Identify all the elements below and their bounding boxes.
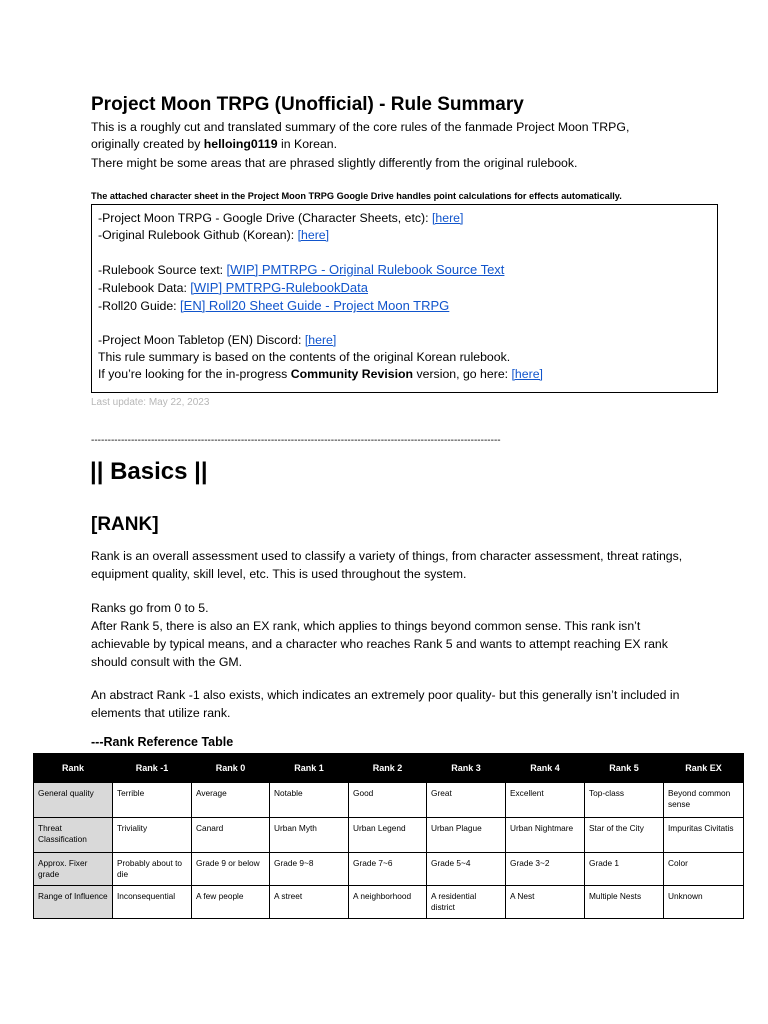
table-cell: Notable	[270, 783, 349, 818]
rank-paragraph-3	[91, 686, 691, 722]
row-header: Threat Classification	[34, 818, 113, 853]
table-cell: Urban Myth	[270, 818, 349, 853]
section-heading: || Basics ||	[90, 458, 208, 485]
table-cell: Canard	[192, 818, 270, 853]
table-cell: Average	[192, 783, 270, 818]
table-cell: Triviality	[113, 818, 192, 853]
table-cell: Great	[427, 783, 506, 818]
rank-paragraph-2	[91, 599, 691, 671]
github-link[interactable]: [here]	[297, 228, 330, 242]
table-row	[34, 886, 744, 919]
rank-reference-table	[33, 753, 744, 919]
table-cell: Inconsequential	[113, 886, 192, 919]
table-cell: Grade 9~8	[270, 853, 349, 886]
intro-section	[91, 119, 681, 172]
intro-text: This is a roughly cut and translated summary of the core rules of the fanmade Project Moon TRPG, originally created by	[91, 120, 630, 151]
community-revision-link[interactable]: [here]	[511, 367, 543, 381]
table-row	[34, 853, 744, 886]
table-cell: Grade 9 or below	[192, 853, 270, 886]
table-header: Rank -1	[113, 754, 192, 783]
community-bold: Community Revision	[290, 367, 414, 381]
discord-line	[98, 332, 717, 349]
source-label: -Rulebook Source text:	[98, 263, 227, 277]
links-box	[91, 204, 718, 393]
community-line	[98, 366, 717, 383]
table-header: Rank 3	[427, 754, 506, 783]
row-header: General quality	[34, 783, 113, 818]
table-cell: A street	[270, 886, 349, 919]
table-cell: A few people	[192, 886, 270, 919]
table-header: Rank 1	[270, 754, 349, 783]
table-cell: Grade 5~4	[427, 853, 506, 886]
table-cell: Top-class	[585, 783, 664, 818]
community-label-end: version, go here:	[413, 367, 512, 381]
table-cell: Multiple Nests	[585, 886, 664, 919]
rank-text: After Rank 5, there is also an EX rank, which applies to things beyond common sense. This rank isn’t achievable by typical means, and a character who reaches Rank 5 and wants to attempt reaching EX rank should consult with the GM.	[91, 619, 668, 669]
roll20-label: -Roll20 Guide:	[98, 299, 181, 313]
source-line	[98, 261, 717, 279]
subsection-heading: [RANK]	[91, 514, 159, 535]
rank-text: Ranks go from 0 to 5.	[91, 601, 209, 615]
table-cell: Good	[349, 783, 427, 818]
source-text-link[interactable]: [WIP] PMTRPG - Original Rulebook Source Text	[226, 262, 505, 277]
table-caption: ---Rank Reference Table	[91, 735, 234, 749]
row-header: Approx. Fixer grade	[34, 853, 113, 886]
table-header: Rank 4	[506, 754, 585, 783]
roll20-line	[98, 297, 717, 315]
data-label: -Rulebook Data:	[98, 281, 191, 295]
table-cell: Urban Legend	[349, 818, 427, 853]
table-cell: A residential district	[427, 886, 506, 919]
rulebook-data-link[interactable]: [WIP] PMTRPG-RulebookData	[190, 280, 368, 295]
roll20-guide-link[interactable]: [EN] Roll20 Sheet Guide - Project Moon TRPG	[180, 298, 450, 313]
table-cell: Grade 7~6	[349, 853, 427, 886]
table-cell: Beyond common sense	[664, 783, 744, 818]
rank-paragraph-1	[91, 547, 691, 583]
document-title: Project Moon TRPG (Unofficial) - Rule Summary	[91, 94, 524, 115]
table-cell: Urban Plague	[427, 818, 506, 853]
intro-disclaimer: There might be some areas that are phrased slightly differently from the original rulebook.	[91, 156, 578, 170]
table-cell: A Nest	[506, 886, 585, 919]
last-update: Last update: May 22, 2023	[91, 397, 210, 408]
table-row	[34, 783, 744, 818]
table-header: Rank 2	[349, 754, 427, 783]
divider: ---------------------------------------------------------------------------------------------------------------------------	[91, 436, 501, 446]
table-header: Rank 5	[585, 754, 664, 783]
table-row	[34, 818, 744, 853]
table-header-row	[34, 754, 744, 783]
table-cell: Grade 1	[585, 853, 664, 886]
drive-line	[98, 210, 717, 227]
rank-text: Rank is an overall assessment used to classify a variety of things, from character assessment, threat ratings, equipment quality, skill level, etc. This is used throughout the system.	[91, 549, 683, 581]
table-header: Rank 0	[192, 754, 270, 783]
table-header: Rank EX	[664, 754, 744, 783]
github-label: -Original Rulebook Github (Korean):	[98, 228, 298, 242]
data-line	[98, 279, 717, 297]
table-cell: Grade 3~2	[506, 853, 585, 886]
spacer	[98, 315, 717, 332]
table-cell: Unknown	[664, 886, 744, 919]
table-cell: A neighborhood	[349, 886, 427, 919]
table-cell: Terrible	[113, 783, 192, 818]
spacer	[98, 244, 717, 261]
author-name: helloing0119	[203, 136, 278, 151]
intro-paragraph	[91, 119, 681, 152]
github-line	[98, 227, 717, 244]
table-header: Rank	[34, 754, 113, 783]
character-sheet-note: The attached character sheet in the Project Moon TRPG Google Drive handles point calculations for effects automatically.	[91, 191, 622, 201]
drive-label: -Project Moon TRPG - Google Drive (Character Sheets, etc):	[98, 211, 432, 225]
table-cell: Excellent	[506, 783, 585, 818]
table-cell: Color	[664, 853, 744, 886]
intro-text-end: in Korean.	[277, 136, 338, 151]
based-on-line: This rule summary is based on the contents of the original Korean rulebook.	[98, 350, 511, 364]
table-cell: Impuritas Civitatis	[664, 818, 744, 853]
discord-label: -Project Moon Tabletop (EN) Discord:	[98, 333, 305, 347]
community-label: If you’re looking for the in-progress	[98, 367, 291, 381]
table-cell: Probably about to die	[113, 853, 192, 886]
row-header: Range of Influence	[34, 886, 113, 919]
table-cell: Urban Nightmare	[506, 818, 585, 853]
discord-link[interactable]: [here]	[304, 333, 337, 347]
table-cell: Star of the City	[585, 818, 664, 853]
drive-link[interactable]: [here]	[431, 211, 464, 225]
rank-text: An abstract Rank -1 also exists, which indicates an extremely poor quality- but this generally isn’t included in elements that utilize rank.	[91, 688, 680, 720]
